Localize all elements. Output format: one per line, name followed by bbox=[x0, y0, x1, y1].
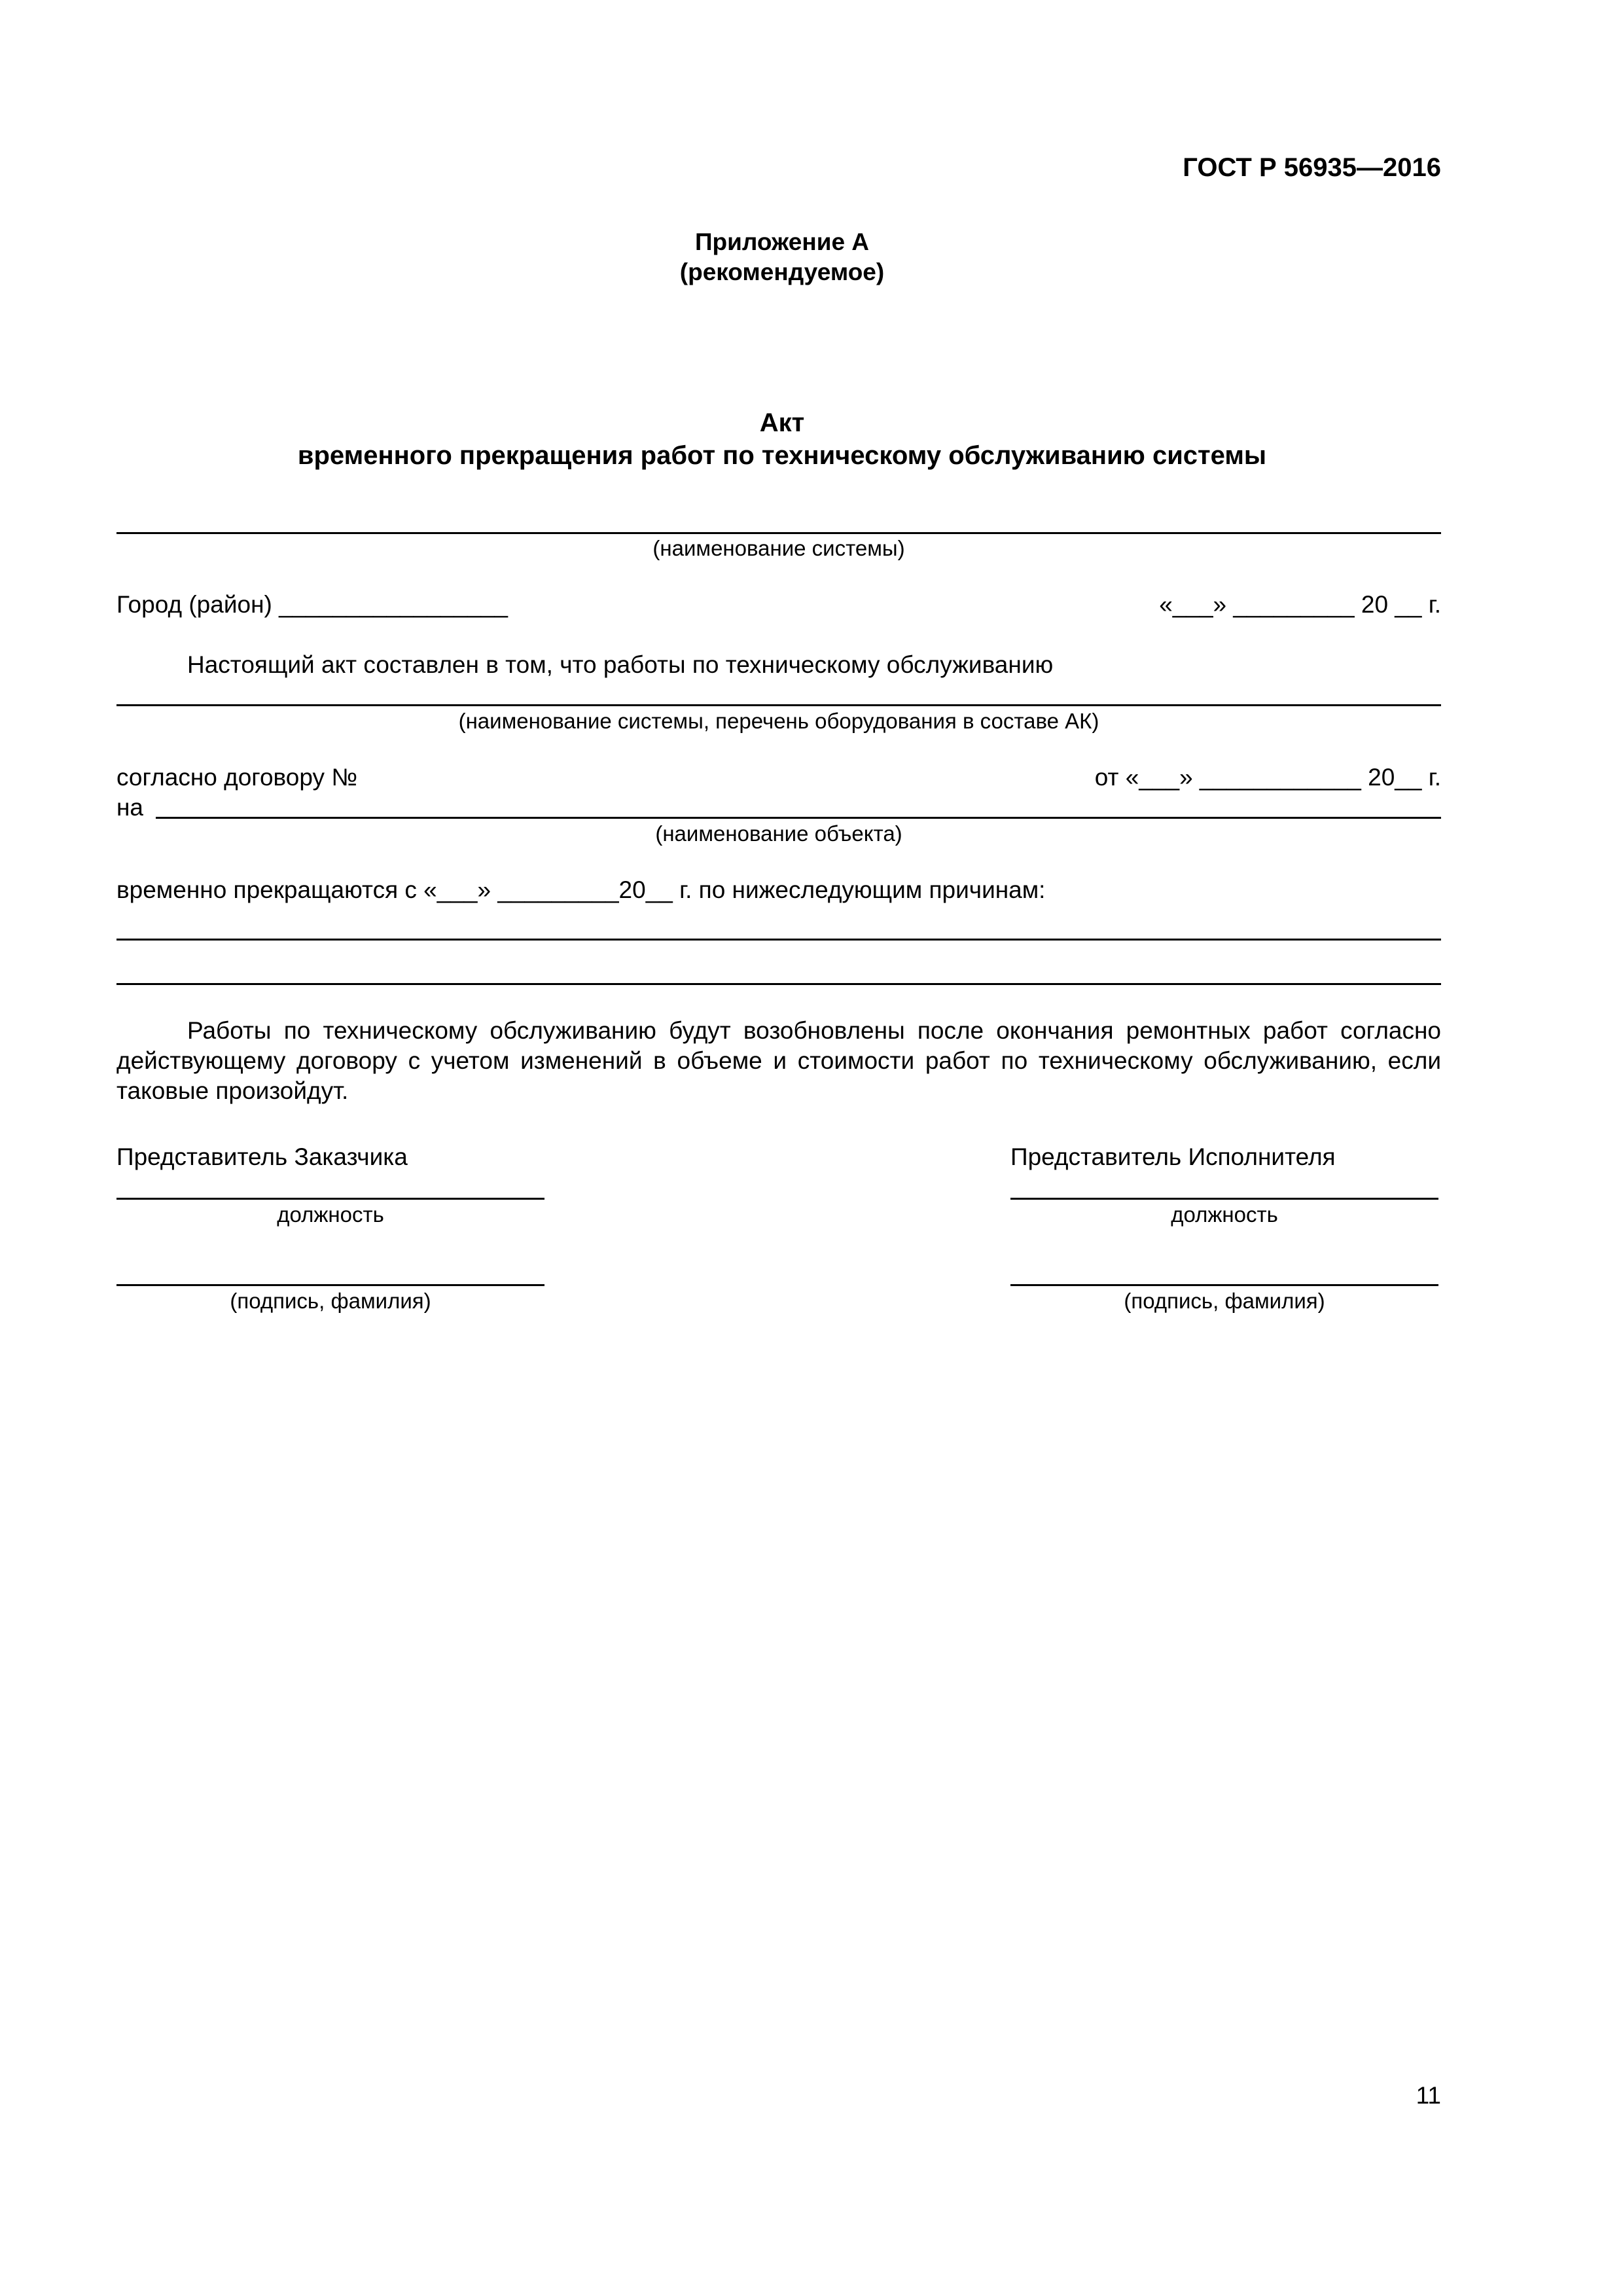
system-name-caption: (наименование системы) bbox=[652, 536, 905, 560]
contractor-signature-line[interactable] bbox=[1010, 1284, 1438, 1286]
contractor-rep-label: Представитель Исполнителя bbox=[1010, 1143, 1336, 1170]
contractor-signature-caption: (подпись, фамилия) bbox=[1124, 1289, 1325, 1313]
object-name-line[interactable] bbox=[156, 817, 1441, 819]
system-equipment-caption: (наименование системы, перечень оборудования в составе АК) bbox=[458, 709, 1099, 733]
customer-position-line[interactable] bbox=[116, 1198, 544, 1200]
contract-date[interactable]: от «___» ____________ 20__ г. bbox=[1094, 764, 1441, 791]
customer-rep-label: Представитель Заказчика bbox=[116, 1143, 408, 1170]
contractor-position-caption: должность bbox=[1171, 1202, 1278, 1227]
page-number: 11 bbox=[1416, 2082, 1441, 2109]
standard-code: ГОСТ Р 56935—2016 bbox=[1183, 153, 1441, 182]
customer-signature-caption: (подпись, фамилия) bbox=[230, 1289, 431, 1313]
act-subtitle: временного прекращения работ по техническому обслуживанию системы bbox=[297, 441, 1267, 470]
intro-text: Настоящий акт составлен в том, что работы по техническому обслуживанию bbox=[187, 651, 1054, 678]
customer-position-caption: должность bbox=[277, 1202, 384, 1227]
reason-line-1[interactable] bbox=[116, 939, 1441, 941]
suspended-text[interactable]: временно прекращаются с «___» _________20__ г. по нижеследующим причинам: bbox=[116, 876, 1046, 903]
act-title: Акт bbox=[759, 408, 805, 437]
appendix-title: Приложение А bbox=[694, 228, 870, 255]
contractor-position-line[interactable] bbox=[1010, 1198, 1438, 1200]
appendix-status: (рекомендуемое) bbox=[679, 259, 885, 285]
system-equipment-line[interactable] bbox=[116, 704, 1441, 706]
city-field[interactable]: Город (район) _________________ bbox=[116, 591, 508, 618]
contract-label: согласно договору № bbox=[116, 764, 358, 791]
on-label: на bbox=[116, 794, 144, 821]
resume-paragraph: Работы по техническому обслуживанию будут возобновлены после окончания ремонтных работ согласно действующему договору с учетом изменений в объеме и стоимости работ по техническому обслуживанию, если таковые произойдут. bbox=[116, 1017, 1441, 1104]
date-field[interactable]: «___» _________ 20 __ г. bbox=[1159, 591, 1441, 618]
reason-line-2[interactable] bbox=[116, 983, 1441, 985]
object-name-caption: (наименование объекта) bbox=[655, 821, 902, 846]
customer-signature-line[interactable] bbox=[116, 1284, 544, 1286]
system-name-line[interactable] bbox=[116, 532, 1441, 534]
